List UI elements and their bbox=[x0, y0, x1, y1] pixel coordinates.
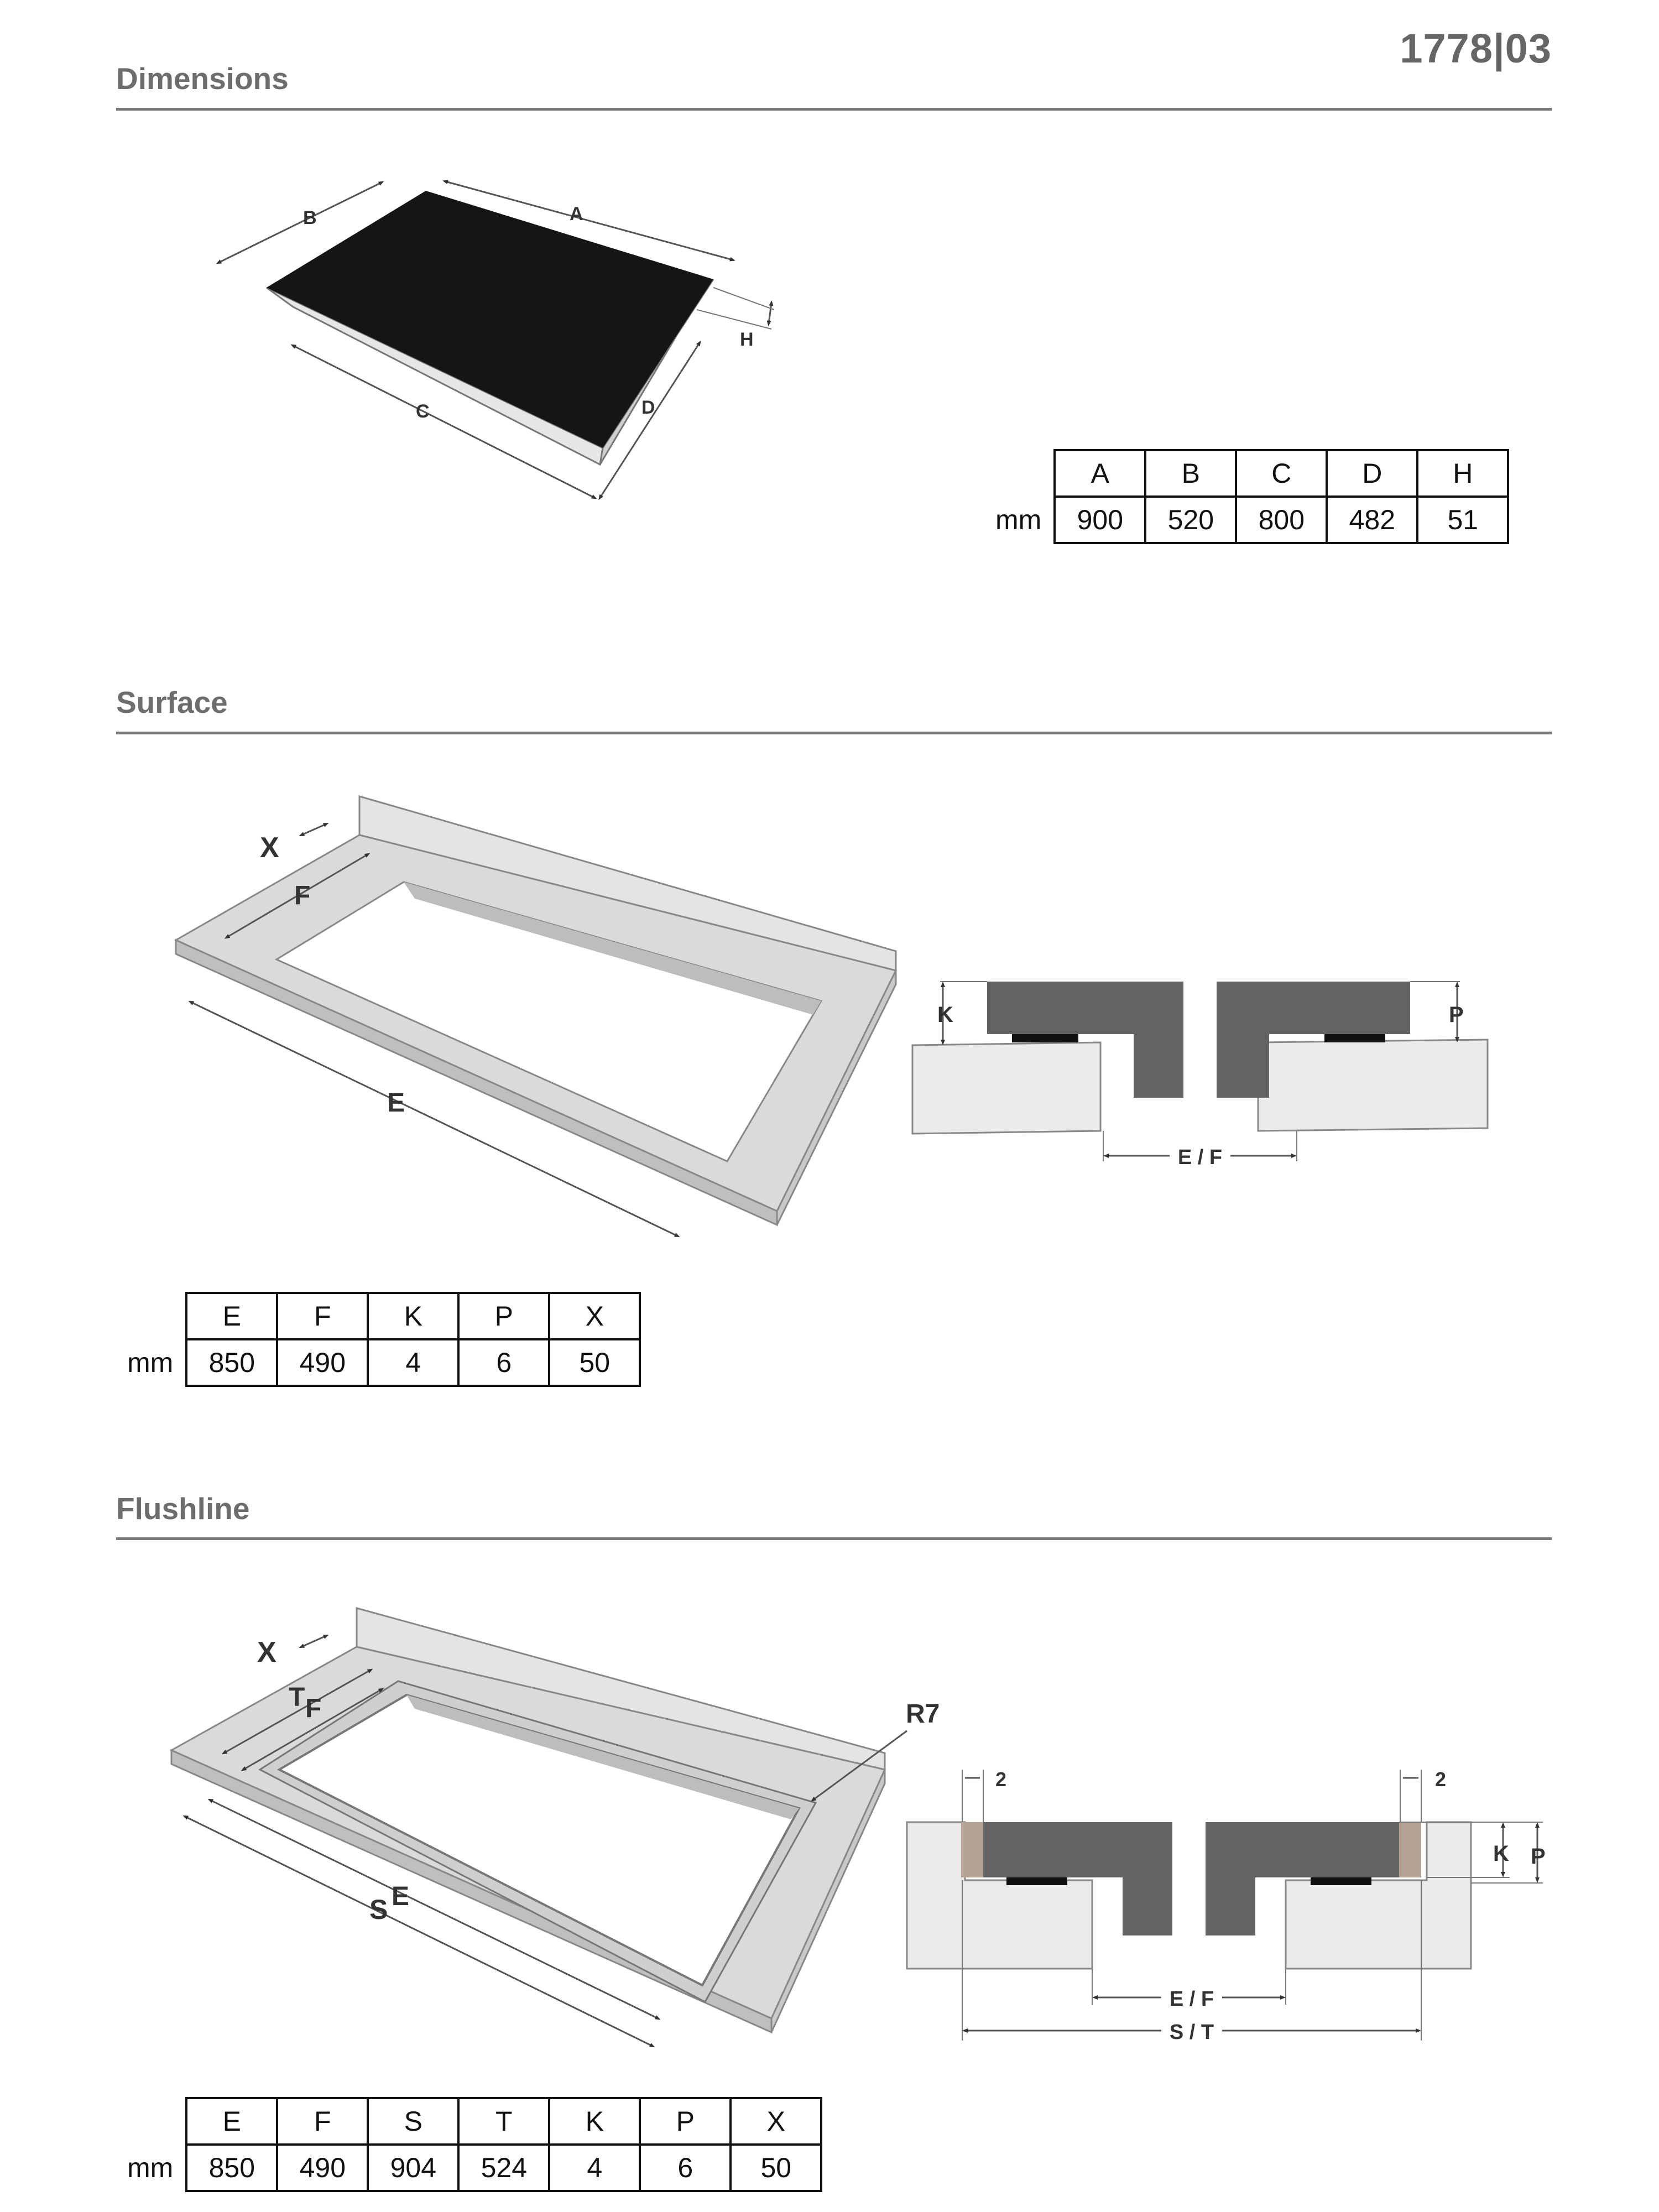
flushline-countertop-drawing bbox=[171, 1608, 940, 2046]
section-title-dimensions: Dimensions bbox=[116, 61, 289, 96]
table-header-cell: X bbox=[731, 2098, 821, 2145]
silicone-joint-left bbox=[961, 1822, 983, 1877]
table-header-cell: S bbox=[368, 2098, 458, 2145]
table-unit-label: mm bbox=[127, 1347, 174, 1378]
table-header-cell: X bbox=[549, 1293, 640, 1339]
table-value-cell: 482 bbox=[1327, 497, 1417, 543]
table-value-cell: 50 bbox=[731, 2145, 821, 2191]
table-value-cell: 4 bbox=[368, 1339, 458, 1386]
dimensions-table bbox=[995, 449, 1509, 544]
silicone-joint-right bbox=[1399, 1822, 1421, 1877]
flushline-label-st: S / T bbox=[1169, 2021, 1214, 2044]
table-header-cell: E bbox=[186, 1293, 277, 1339]
table-unit-label: mm bbox=[995, 504, 1042, 535]
surface-label-f: F bbox=[294, 881, 311, 910]
table-value-cell: 50 bbox=[549, 1339, 640, 1386]
dimension-label-h: H bbox=[740, 329, 754, 350]
table-header-cell: P bbox=[458, 1293, 549, 1339]
table-value-cell: 850 bbox=[186, 1339, 277, 1386]
table-header-cell: A bbox=[1055, 450, 1145, 497]
surface-table bbox=[127, 1292, 641, 1387]
section-title-surface: Surface bbox=[116, 685, 228, 719]
table-value-cell: 524 bbox=[458, 2145, 549, 2191]
table-header-cell: B bbox=[1145, 450, 1236, 497]
flushline-gap-right-label: 2 bbox=[1435, 1768, 1447, 1791]
table-header-cell: H bbox=[1417, 450, 1508, 497]
table-value-cell: 4 bbox=[549, 2145, 640, 2191]
table-header-cell: K bbox=[549, 2098, 640, 2145]
flushline-gap-left-label: 2 bbox=[995, 1768, 1007, 1791]
surface-label-x: X bbox=[260, 832, 279, 864]
table-value-cell: 900 bbox=[1055, 497, 1145, 543]
flushline-label-r7: R7 bbox=[906, 1699, 940, 1729]
table-value-cell: 51 bbox=[1417, 497, 1508, 543]
dimension-label-b: B bbox=[303, 207, 317, 228]
table-header-cell: T bbox=[458, 2098, 549, 2145]
table-value-cell: 800 bbox=[1236, 497, 1327, 543]
flushline-label-s: S bbox=[369, 1894, 388, 1925]
flushline-table bbox=[127, 2097, 822, 2192]
table-header-cell: D bbox=[1327, 450, 1417, 497]
table-value-cell: 6 bbox=[458, 1339, 549, 1386]
surface-label-ef: E / F bbox=[1177, 1146, 1223, 1169]
dimension-label-d: D bbox=[641, 397, 655, 418]
dimension-label-a: A bbox=[570, 204, 583, 225]
flushline-label-p: P bbox=[1531, 1844, 1546, 1869]
table-header-cell: P bbox=[640, 2098, 731, 2145]
table-value-cell: 490 bbox=[277, 2145, 368, 2191]
flushline-label-x: X bbox=[257, 1636, 276, 1668]
section-title-flushline: Flushline bbox=[116, 1491, 250, 1526]
surface-label-p: P bbox=[1449, 1003, 1464, 1027]
flushline-cross-section bbox=[907, 1768, 1546, 2044]
flushline-label-t: T bbox=[289, 1683, 305, 1712]
table-header-cell: C bbox=[1236, 450, 1327, 497]
surface-cross-section bbox=[912, 982, 1488, 1169]
table-value-cell: 850 bbox=[186, 2145, 277, 2191]
table-header-cell: K bbox=[368, 1293, 458, 1339]
cooktop-dimension-drawing bbox=[218, 181, 774, 498]
table-header-cell: F bbox=[277, 2098, 368, 2145]
table-header-cell: F bbox=[277, 1293, 368, 1339]
table-header-cell: E bbox=[186, 2098, 277, 2145]
flushline-label-e: E bbox=[392, 1882, 410, 1911]
table-value-cell: 490 bbox=[277, 1339, 368, 1386]
surface-label-k: K bbox=[937, 1003, 953, 1027]
dimension-label-c: C bbox=[416, 401, 430, 422]
flushline-label-f: F bbox=[305, 1694, 322, 1723]
document-number: 1778|03 bbox=[1400, 25, 1552, 71]
surface-label-e: E bbox=[387, 1088, 405, 1118]
table-value-cell: 904 bbox=[368, 2145, 458, 2191]
flushline-label-k: K bbox=[1493, 1841, 1509, 1866]
table-value-cell: 6 bbox=[640, 2145, 731, 2191]
table-unit-label: mm bbox=[127, 2152, 174, 2183]
table-value-cell: 520 bbox=[1145, 497, 1236, 543]
flushline-label-ef: E / F bbox=[1169, 1987, 1214, 2011]
surface-countertop-drawing bbox=[176, 796, 896, 1236]
